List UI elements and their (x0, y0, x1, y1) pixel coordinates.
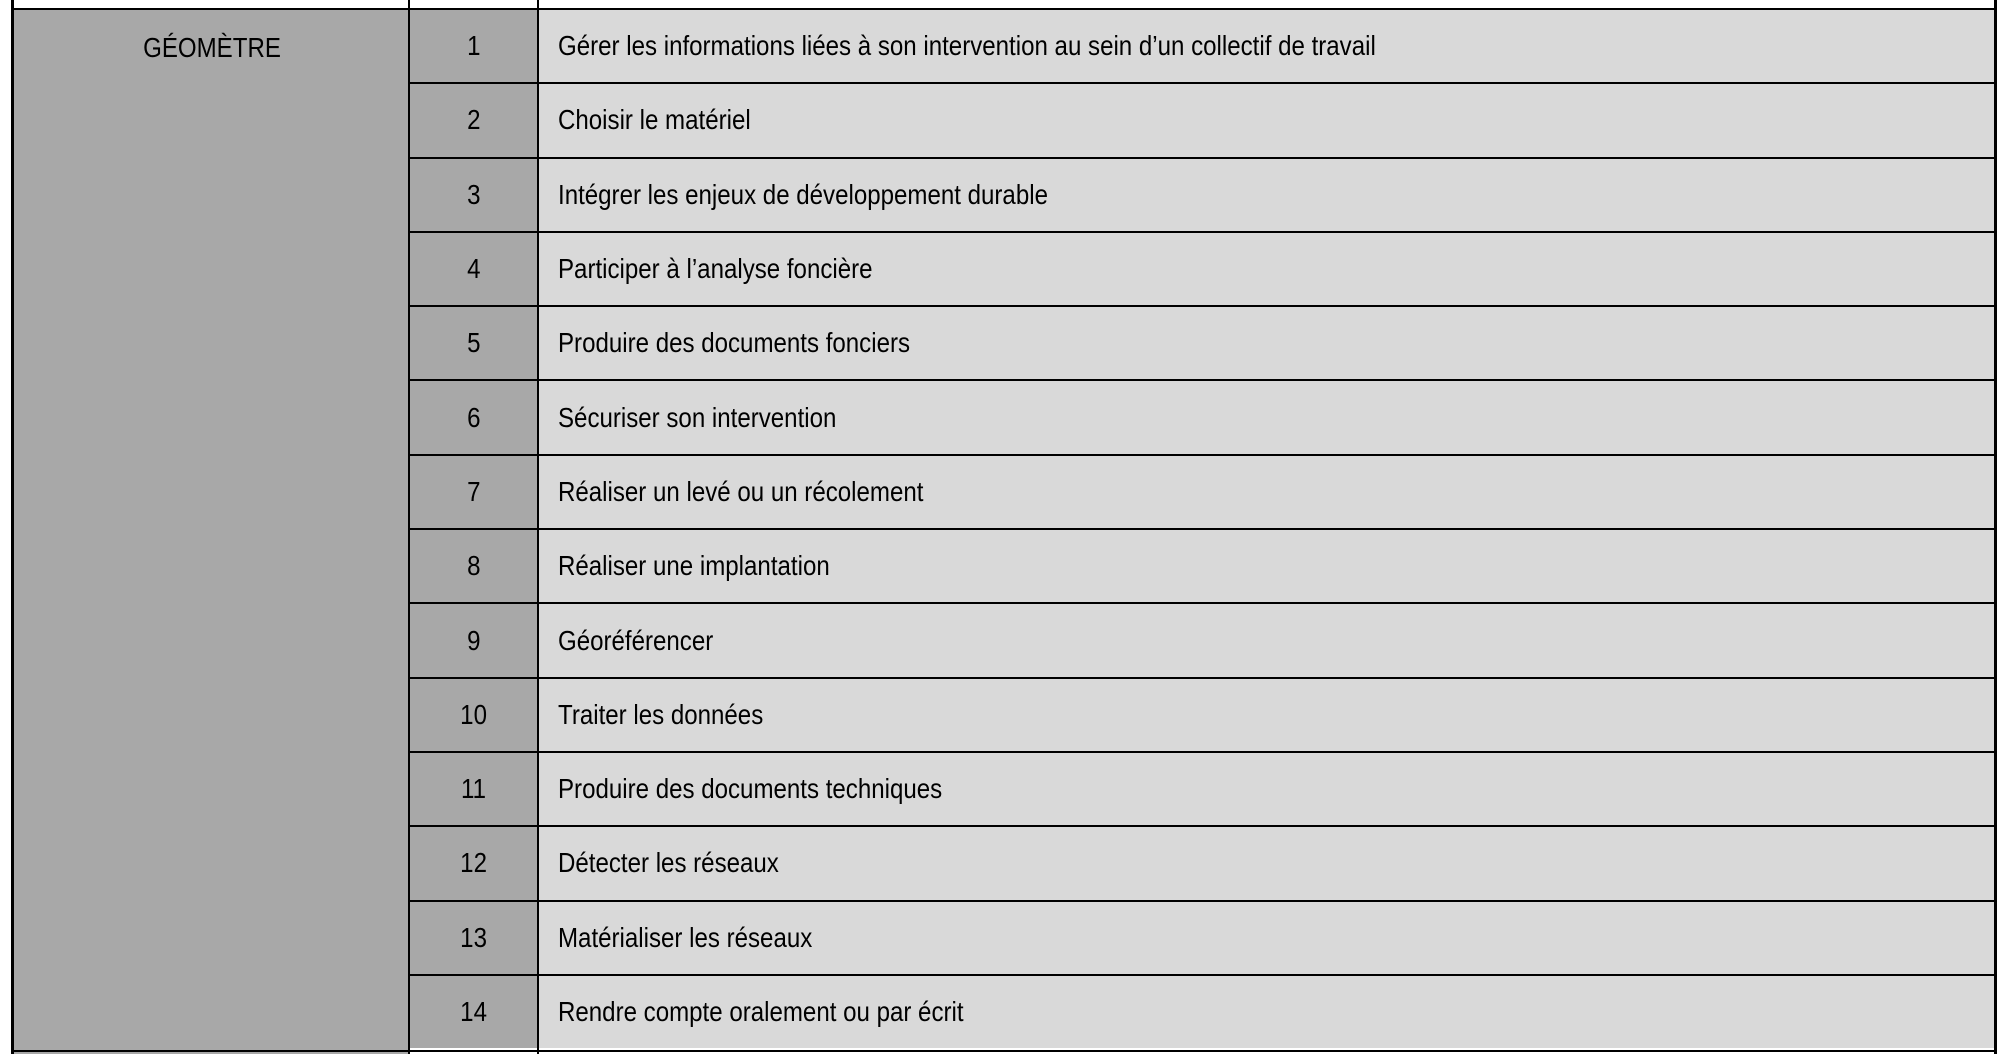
table-row (410, 602, 1996, 676)
competency-label: Rendre compte oralement ou par écrit (558, 996, 964, 1027)
competency-number: 3 (467, 178, 481, 210)
competency-label-cell (538, 233, 1996, 305)
table-right-border (1994, 0, 1997, 1054)
competency-label: Intégrer les enjeux de développement durable (558, 178, 1048, 210)
table-row (410, 974, 1996, 1048)
table-row (410, 825, 1996, 899)
number-column-divider (537, 0, 539, 1054)
table-row (410, 454, 1996, 528)
competency-number-cell (410, 604, 538, 676)
competency-number: 1 (467, 30, 481, 62)
table-row (410, 231, 1996, 305)
competency-number-cell (410, 679, 538, 751)
competency-label-cell (538, 10, 1996, 82)
competency-label: Sécuriser son intervention (558, 401, 837, 433)
table-left-border (11, 0, 14, 1054)
table-row (410, 751, 1996, 825)
table-bottom-border (11, 1050, 1997, 1052)
competency-number-cell (410, 159, 538, 231)
competency-number: 2 (467, 104, 481, 136)
table-row (410, 900, 1996, 974)
competency-label-cell (538, 381, 1996, 453)
table-row (410, 157, 1996, 231)
competency-label: Matérialiser les réseaux (558, 921, 813, 953)
competency-number-cell (410, 307, 538, 379)
competency-label: Traiter les données (558, 698, 764, 730)
role-label: GÉOMÈTRE (143, 32, 281, 63)
competency-label-cell (538, 827, 1996, 899)
competency-number-cell (410, 456, 538, 528)
competency-label: Géoréférencer (558, 624, 714, 656)
competency-label-cell (538, 456, 1996, 528)
competency-label: Détecter les réseaux (558, 847, 779, 879)
competency-number: 5 (467, 327, 481, 359)
competency-number: 9 (467, 624, 481, 656)
competency-number-cell (410, 976, 538, 1048)
competency-number-cell (410, 902, 538, 974)
competency-label-cell (538, 307, 1996, 379)
competency-number-cell (410, 827, 538, 899)
competency-label-cell (538, 604, 1996, 676)
competency-number: 14 (460, 996, 488, 1027)
table-row (410, 305, 1996, 379)
competency-label-cell (538, 84, 1996, 156)
competency-number: 11 (461, 773, 487, 805)
competency-number-cell (410, 530, 538, 602)
competency-label-cell (538, 679, 1996, 751)
competency-number: 12 (460, 847, 488, 879)
competency-label-cell (538, 976, 1996, 1048)
competency-label-cell (538, 159, 1996, 231)
competency-label-cell (538, 530, 1996, 602)
competency-label: Participer à l’analyse foncière (558, 253, 873, 285)
competency-number: 13 (460, 921, 488, 953)
competency-number-cell (410, 753, 538, 825)
competency-number-cell (410, 233, 538, 305)
table-row (410, 677, 1996, 751)
table-row (410, 82, 1996, 156)
table-top-border (14, 8, 1996, 10)
table-row (410, 379, 1996, 453)
competency-number: 8 (467, 550, 481, 582)
competency-label-cell (538, 902, 1996, 974)
table-row (410, 528, 1996, 602)
role-column-divider (408, 0, 410, 1054)
competency-number: 4 (467, 253, 481, 285)
role-cell (14, 8, 410, 1054)
competency-label-cell (538, 753, 1996, 825)
competency-number: 7 (467, 475, 481, 507)
competency-label: Réaliser une implantation (558, 550, 830, 582)
competency-rows (410, 8, 1996, 1048)
competency-label: Produire des documents techniques (558, 773, 943, 805)
competency-number-cell (410, 381, 538, 453)
competency-number: 10 (460, 698, 488, 730)
competency-label: Gérer les informations liées à son intervention au sein d’un collectif de travail (558, 30, 1376, 62)
competency-label: Réaliser un levé ou un récolement (558, 475, 924, 507)
competency-label: Produire des documents fonciers (558, 327, 911, 359)
competency-number-cell (410, 10, 538, 82)
table-row (410, 8, 1996, 82)
competency-number-cell (410, 84, 538, 156)
competency-label: Choisir le matériel (558, 104, 751, 136)
competency-number: 6 (467, 401, 481, 433)
